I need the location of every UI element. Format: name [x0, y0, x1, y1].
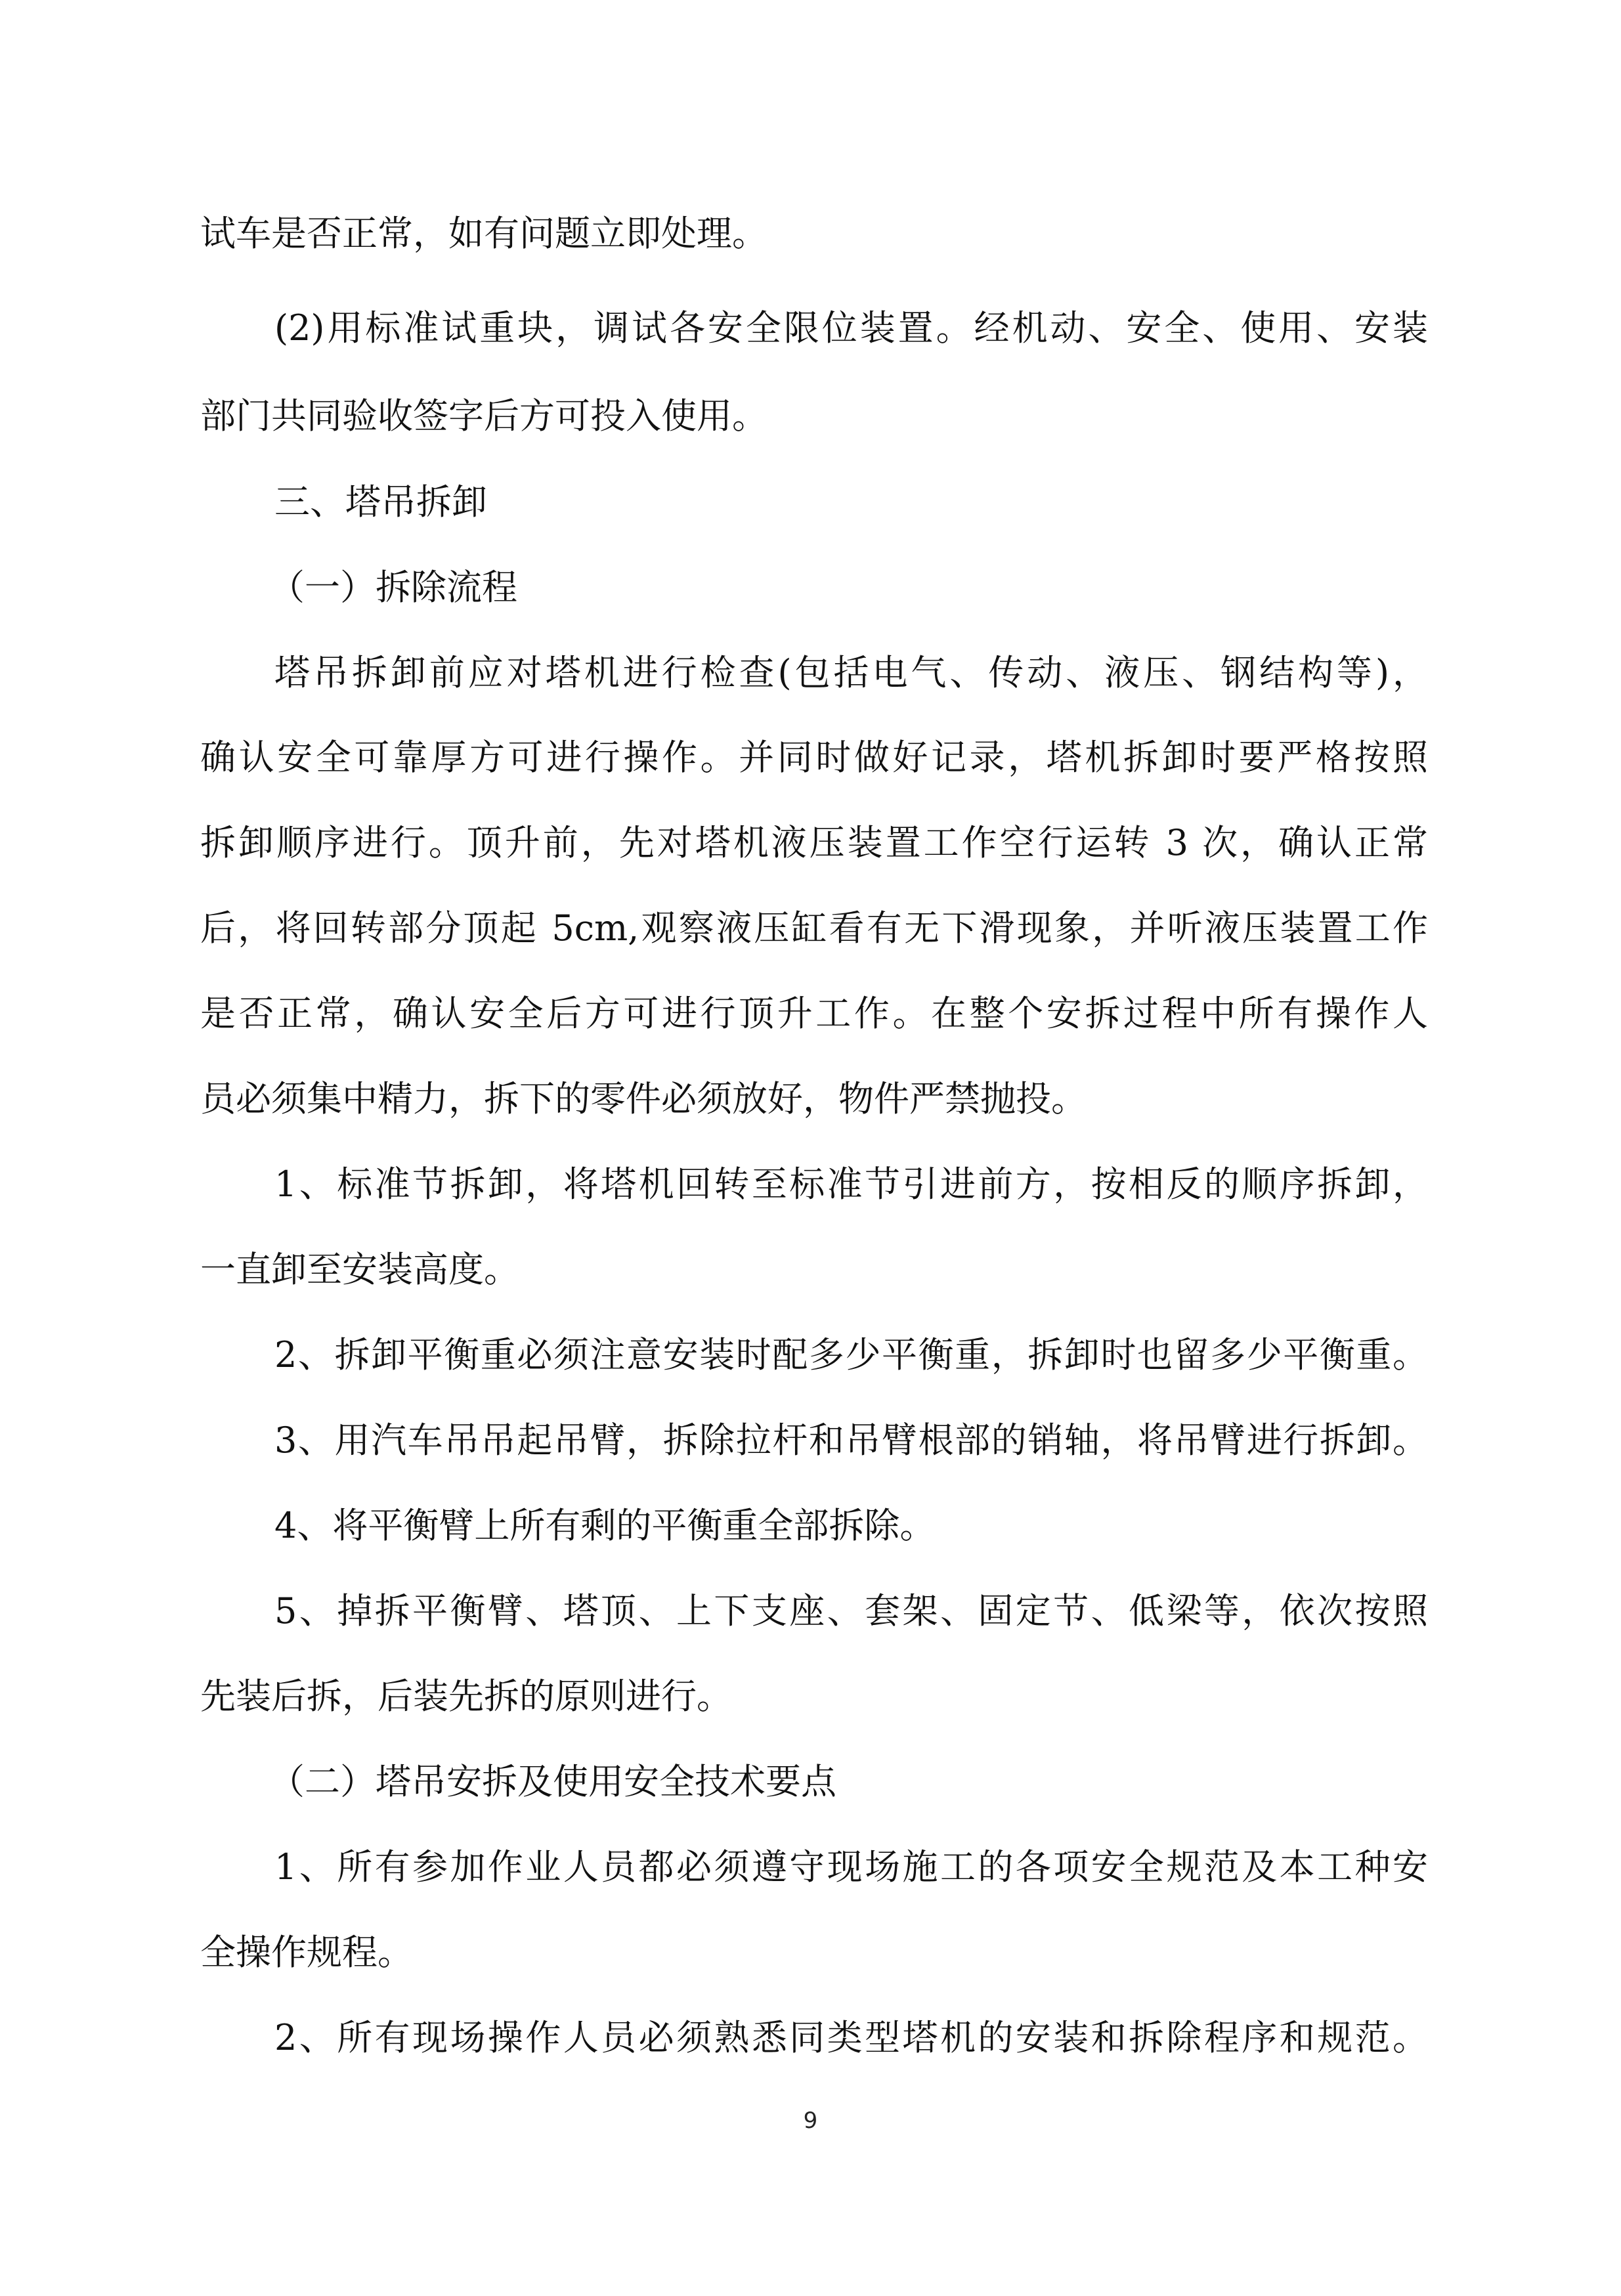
text-line: 全操作规程。 — [200, 1932, 413, 1973]
text-line: 1、标准节拆卸，将塔机回转至标准节引进前方，按相反的顺序拆卸， — [274, 1163, 1428, 1205]
subsection-heading: （一）拆除流程 — [269, 567, 517, 608]
page-number: 9 — [803, 2108, 818, 2134]
text-line: 4、将平衡臂上所有剩的平衡重全部拆除。 — [274, 1505, 936, 1546]
text-line: 后，将回转部分顶起 5cm,观察液压缸看有无下滑现象，并听液压装置工作 — [200, 907, 1428, 949]
section-heading: 三、塔吊拆卸 — [274, 481, 487, 523]
text-line: 5、掉拆平衡臂、塔顶、上下支座、套架、固定节、低梁等，依次按照 — [274, 1590, 1428, 1632]
text-line: 确认安全可靠厚方可进行操作。并同时做好记录，塔机拆卸时要严格按照 — [200, 737, 1428, 778]
text-line: 部门共同验收签字后方可投入使用。 — [200, 395, 767, 437]
text-line: 一直卸至安装高度。 — [200, 1249, 519, 1290]
text-line: 塔吊拆卸前应对塔机进行检查(包括电气、传动、液压、钢结构等)， — [274, 652, 1428, 693]
subsection-heading: （二）塔吊安拆及使用安全技术要点 — [269, 1761, 836, 1802]
text-line: (2)用标准试重块，调试各安全限位装置。经机动、安全、使用、安装 — [274, 307, 1428, 349]
text-line: 试车是否正常，如有问题立即处理。 — [200, 213, 767, 254]
text-line: 员必须集中精力，拆下的零件必须放好，物件严禁抛投。 — [200, 1078, 1087, 1119]
text-line: 拆卸顺序进行。顶升前，先对塔机液压装置工作空行运转 3 次，确认正常 — [200, 822, 1428, 863]
text-line: 是否正常，确认安全后方可进行顶升工作。在整个安拆过程中所有操作人 — [200, 993, 1428, 1034]
text-line: 先装后拆，后装先拆的原则进行。 — [200, 1676, 732, 1717]
text-line: 1、所有参加作业人员都必须遵守现场施工的各项安全规范及本工种安 — [274, 1846, 1428, 1888]
text-line: 2、所有现场操作人员必须熟悉同类型塔机的安装和拆除程序和规范。 — [274, 2017, 1428, 2058]
text-line: 2、拆卸平衡重必须注意安装时配多少平衡重，拆卸时也留多少平衡重。 — [274, 1334, 1428, 1375]
text-line: 3、用汽车吊吊起吊臂，拆除拉杆和吊臂根部的销轴，将吊臂进行拆卸。 — [274, 1419, 1428, 1461]
